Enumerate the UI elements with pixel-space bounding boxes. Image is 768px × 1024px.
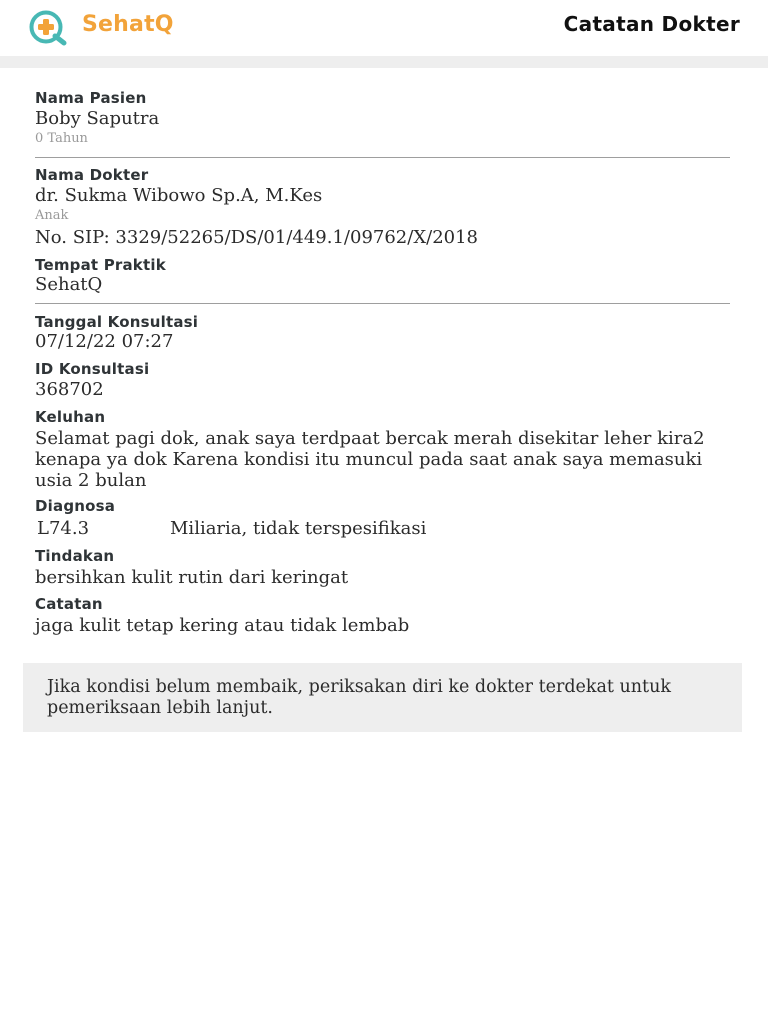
practice-place-label: Tempat Praktik bbox=[35, 256, 166, 274]
sehatq-logo-icon[interactable] bbox=[22, 10, 72, 46]
consultation-id-label: ID Konsultasi bbox=[35, 360, 150, 378]
header-separator-band bbox=[0, 56, 768, 68]
consultation-date-label: Tanggal Konsultasi bbox=[35, 313, 199, 331]
doctor-specialty: Anak bbox=[35, 208, 69, 223]
diagnosis-description: Miliaria, tidak terspesifikasi bbox=[170, 518, 427, 539]
action-text: bersihkan kulit rutin dari keringat bbox=[35, 567, 349, 588]
app-header bbox=[0, 0, 768, 56]
advice-box bbox=[23, 663, 742, 732]
notes-label: Catatan bbox=[35, 595, 103, 613]
consultation-id: 368702 bbox=[35, 379, 104, 400]
notes-text: jaga kulit tetap kering atau tidak lembab bbox=[35, 615, 410, 636]
doctor-sip-number: No. SIP: 3329/52265/DS/01/449.1/09762/X/2018 bbox=[35, 227, 479, 248]
divider bbox=[35, 303, 730, 304]
brand-name[interactable]: SehatQ bbox=[82, 12, 174, 37]
action-label: Tindakan bbox=[35, 547, 115, 565]
complaint-text: Selamat pagi dok, anak saya terdpaat bercak merah disekitar leher kira2 kenapa ya dok Karena kondisi itu muncul pada saat anak saya memasuki usia 2 bulan bbox=[35, 428, 705, 491]
complaint-label: Keluhan bbox=[35, 408, 106, 426]
patient-name: Boby Saputra bbox=[35, 108, 160, 129]
diagnosis-label: Diagnosa bbox=[35, 497, 116, 515]
patient-age: 0 Tahun bbox=[35, 131, 88, 146]
doctor-name-label: Nama Dokter bbox=[35, 166, 149, 184]
practice-place: SehatQ bbox=[35, 274, 103, 295]
divider bbox=[35, 157, 730, 158]
page-title: Catatan Dokter bbox=[563, 12, 740, 36]
advice-text: Jika kondisi belum membaik, periksakan diri ke dokter terdekat untuk pemeriksaan lebih lanjut. bbox=[47, 677, 671, 718]
patient-name-label: Nama Pasien bbox=[35, 89, 147, 107]
diagnosis-code: L74.3 bbox=[37, 518, 90, 539]
consultation-date: 07/12/22 07:27 bbox=[35, 331, 174, 352]
doctor-name: dr. Sukma Wibowo Sp.A, M.Kes bbox=[35, 185, 323, 206]
